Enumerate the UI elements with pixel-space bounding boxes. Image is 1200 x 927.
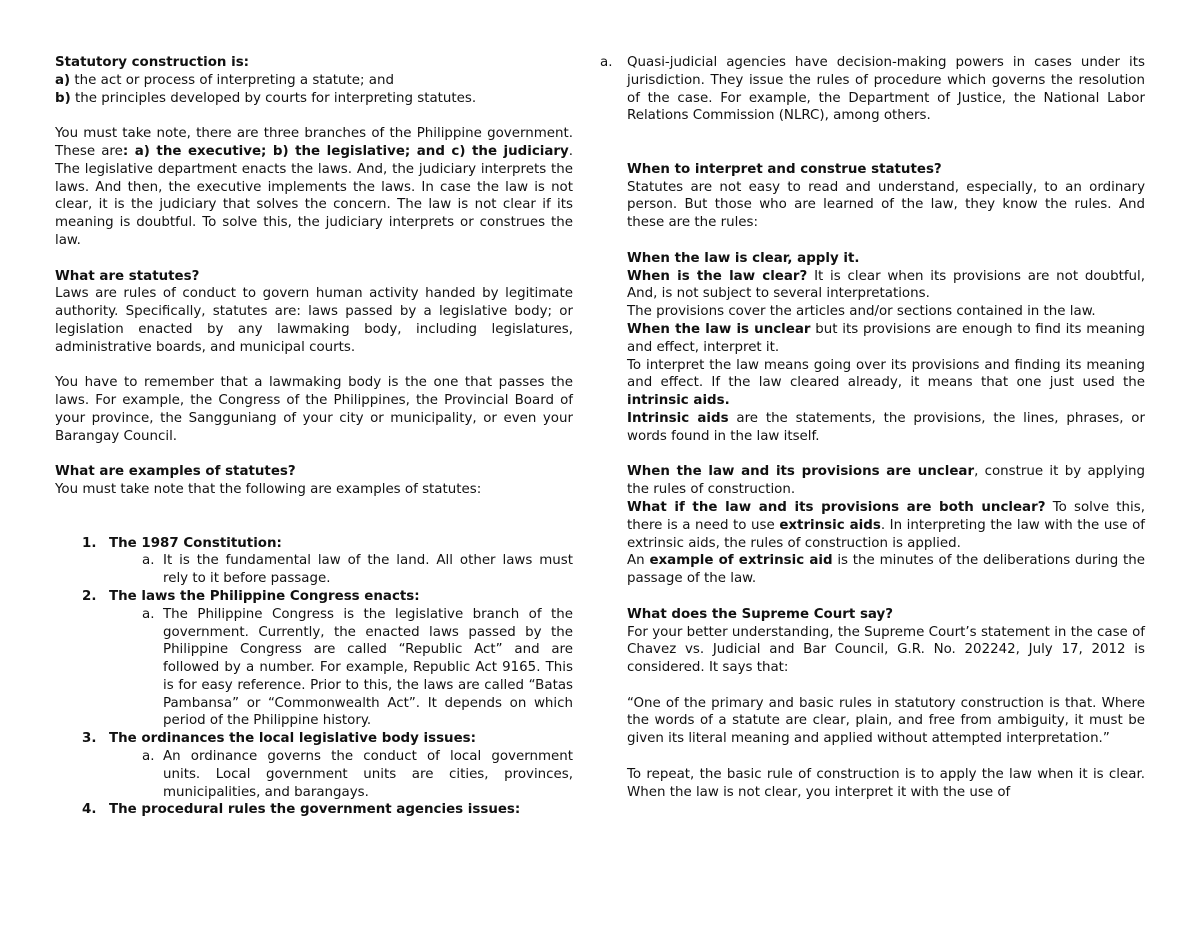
when-heading: When to interpret and construe statutes? [627,161,942,177]
examples-list [55,535,573,820]
statutes-paragraph: Laws are rules of conduct to govern human activity handed by legitimate authority. Specifically, statutes are: laws passed by a legislative body; or legislation enacted by any lawmaking body, including legislatures, administrative boards, and municipal courts. [55,286,573,355]
quote-paragraph: “One of the primary and basic rules in statutory construction is that. Where the words of a statute are clear, plain, and free from ambiguity, it must be given its literal meaning and applied without attempted interpretation.” [627,695,1145,747]
left-column [55,54,573,819]
sub-list-item: a. The Philippine Congress is the legislative branch of the government. Currently, the enacted laws passed by the Philippine Congress are called “Republic Act” and are followed by a number. For example, Republic Act 9165. This is for easy reference. Prior to this, the laws are called “Batas Pambansa” or “Commonwealth Act”. It depends on which period of the Philippine history. [142,606,573,729]
examples-intro: You must take note that the following are examples of statutes: [55,482,482,498]
both-unclear-paragraph: When the law and its provisions are unclear, construe it by applying the rules of construction. [627,464,1146,498]
right-column [600,54,1146,801]
lawmaking-paragraph: You have to remember that a lawmaking body is the one that passes the laws. For example, the Congress of the Philippines, the Provincial Board of your province, the Sangguniang of your city or municipality, or even your Barangay Council. [55,375,573,444]
provisions-paragraph: The provisions cover the articles and/or sections contained in the law. [627,304,1096,320]
list-item: 3. The ordinances the local legislative body issues: a. An ordinance governs the conduct of local government units. Local government units are cities, provinces, municipalities, and barangays. [82,731,573,800]
when-paragraph: Statutes are not easy to read and understand, especially, to an ordinary person. But those who are learned of the law, they know the rules. And these are the rules: [627,179,1145,231]
supreme-court-paragraph: For your better understanding, the Supreme Court’s statement in the case of Chavez vs. Judicial and Bar Council, G.R. No. 202242, July 17, 2012 is considered. It says that: [627,624,1145,676]
intrinsic-paragraph: Intrinsic aids are the statements, the provisions, the lines, phrases, or words found in the law itself. [627,410,1146,444]
statutes-heading: What are statutes? [55,268,200,284]
sub-list-item: a. An ordinance governs the conduct of local government units. Local government units are cities, provinces, municipalities, and barangays. [142,749,573,800]
definition-b: b) the principles developed by courts for interpreting statutes. [55,90,477,106]
sub-list-item: a. It is the fundamental law of the land. All other laws must rely to it before passage. [142,553,573,587]
definition-a: a) the act or process of interpreting a statute; and [55,72,394,88]
examples-heading: What are examples of statutes? [55,464,296,480]
intro-title: Statutory construction is: [55,55,250,70]
what-if-paragraph: What if the law and its provisions are both unclear? To solve this, there is a need to use extrinsic aids. In interpreting the law with the use of extrinsic aids, the rules of construction is applied. [627,499,1145,551]
list-item: 1. The 1987 Constitution: a. It is the fundamental law of the land. All other laws must rely to it before passage. [82,535,573,587]
quasi-judicial-item: a. Quasi-judicial agencies have decision-making powers in cases under its jurisdiction. They issue the rules of procedure which governs the resolution of the case. For example, the Department of Justice, the National Labor Relations Commission (NLRC), among others. [600,55,1145,124]
supreme-court-heading: What does the Supreme Court say? [627,606,894,622]
list-item: 4. The procedural rules the government agencies issues: [82,802,521,818]
example-paragraph: An example of extrinsic aid is the minutes of the deliberations during the passage of the law. [627,553,1145,587]
list-item: 2. The laws the Philippine Congress enacts: a. The Philippine Congress is the legislative branch of the government. Currently, the enacted laws passed by the Philippine Congress are called “Republic Act” and are followed by a number. For example, Republic Act 9165. This is for easy reference. Prior to this, the laws are called “Batas Pambansa” or “Commonwealth Act”. It depends on which period of the Philippine history. [82,588,573,729]
clear-question: When is the law clear? It is clear when its provisions are not doubtful, And, is not subject to several interpretations. [627,268,1145,302]
unclear-paragraph: When the law is unclear but its provisions are enough to find its meaning and effect, interpret it. [627,321,1145,355]
interpret-paragraph: To interpret the law means going over its provisions and finding its meaning and effect. If the law cleared already, it means that one just used the intrinsic aids. [627,357,1145,409]
repeat-paragraph: To repeat, the basic rule of construction is to apply the law when it is clear. When the law is not clear, you interpret it with the use of [627,766,1145,800]
branches-paragraph: You must take note, there are three branches of the Philippine government. These are: a) the executive; b) the legislative; and c) the judiciary. The legislative department enacts the laws. And, the judiciary interprets the laws. And then, the executive implements the laws. In case the law is not clear, it is the judiciary that solves the concern. The law is not clear if its meaning is doubtful. To solve this, the judiciary interprets or construes the law. [55,126,573,248]
clear-heading: When the law is clear, apply it. [627,250,860,266]
